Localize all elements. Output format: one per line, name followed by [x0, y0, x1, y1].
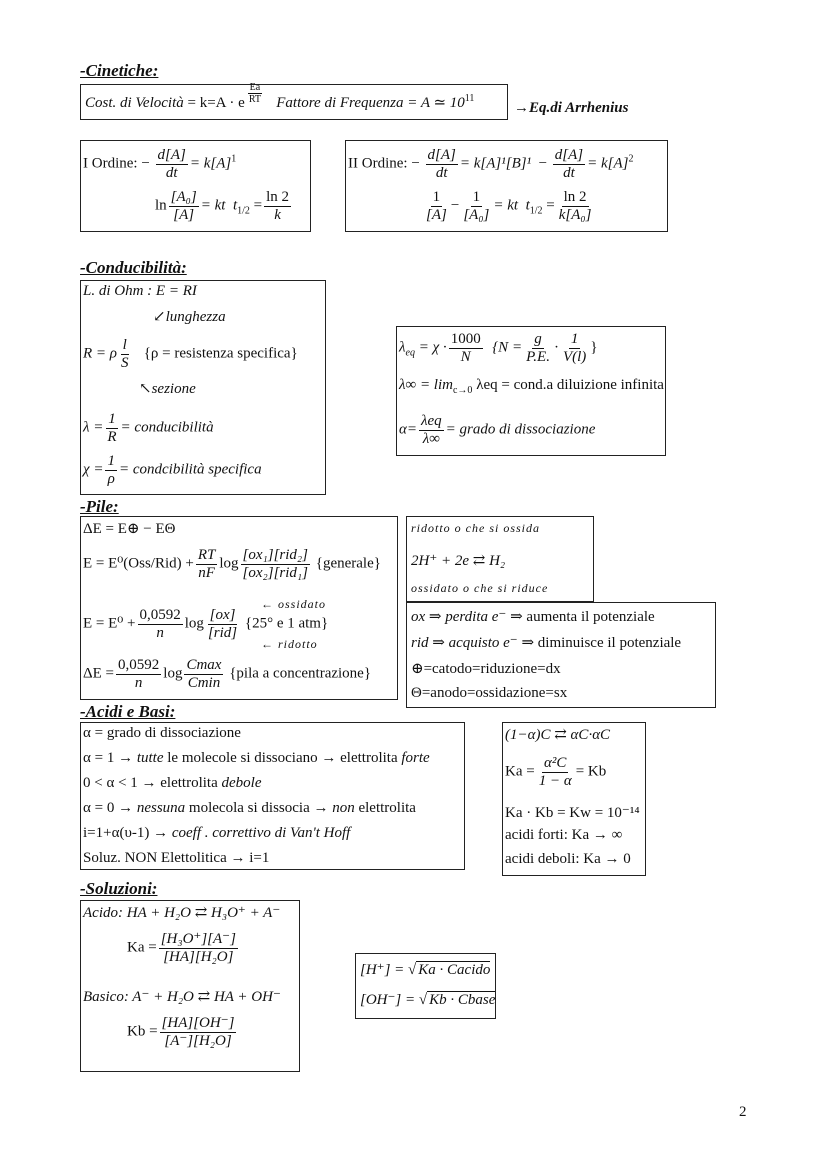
sezione: sezione — [151, 381, 196, 397]
first-den: dt — [165, 164, 178, 181]
acidi-forti: acidi forti: Ka → ∞ — [505, 827, 623, 843]
nf: nF — [198, 564, 215, 581]
one-minus: 1 − α — [538, 772, 572, 789]
n-close: } — [590, 339, 598, 356]
freq-label: Fattore di Frequenza = A ≃ 10 — [276, 94, 465, 111]
chi-desc: = condcibilità specifica — [118, 461, 262, 478]
alpha-desc: = grado di dissociazione — [445, 421, 596, 438]
acidi-l4b: nessuna — [136, 800, 186, 816]
chi-lhs: χ = — [83, 461, 104, 478]
first-num: d[A] — [157, 147, 186, 163]
n-pe: P.E. — [526, 348, 550, 365]
lambda-r: R — [107, 428, 117, 445]
ka-box — [502, 722, 646, 876]
ox-line-b: aumenta il potenziale — [526, 609, 655, 625]
second-order-box: II Ordine: − $\frac{d[A]}{dt}$ = k[A]¹[B]¹ − $\frac{d[A]}{dt}$ = $k[A]^2$ $\frac{1}{[A]}$ − $\frac{1}{\text{[A₀]}}$ = kt $t_{1/2}$ = $\frac{\ln 2}{\text{k[A₀]}}$ — [345, 140, 668, 232]
leq-lhs: λ — [399, 339, 406, 356]
acidi-l2b: tutte — [136, 750, 164, 766]
acidi-l5a: i=1+α(υ-1) → — [83, 825, 169, 841]
first-ln-num: [A₀] — [170, 189, 197, 205]
page-number: 2 — [739, 1104, 747, 1120]
second-den: dt — [435, 164, 448, 181]
rid-line-a: rid ⇒ acquisto e⁻ ⇒ — [411, 635, 535, 651]
exp-num: Ea — [249, 82, 261, 93]
acidi-l4e: elettrolita — [358, 800, 416, 816]
ossidato-label: ← ossidato — [261, 597, 327, 611]
heading-acidi-basi: -Acidi e Basi: — [80, 702, 176, 721]
first-kt: = kt — [200, 197, 226, 214]
sol-ka-den: [HA][H₂O] — [163, 948, 234, 965]
lunghezza: lunghezza — [165, 309, 226, 325]
ka-r1: (1−α)C ⇄ αC·αC — [505, 727, 611, 743]
second-num2: d[A] — [554, 147, 584, 163]
acidi-l2c: le molecole si dissociano → elettrolita — [167, 750, 398, 766]
lambda-desc: = conducibilità — [120, 419, 214, 436]
alpha-num: λeq — [421, 413, 442, 429]
ka-lhs: Ka = — [505, 763, 535, 780]
inv2-den: [A₀] — [463, 206, 490, 223]
potential-box — [406, 602, 716, 708]
acidi-box — [80, 722, 465, 870]
sol-ka: Ka = — [127, 939, 157, 956]
second-half-label: t — [525, 197, 530, 214]
ox-ratio-num: [ox₁][rid₂] — [242, 547, 308, 563]
second-rhs2: = k[A] — [587, 155, 629, 172]
second-rhs1: = k[A]¹[B]¹ — [459, 155, 532, 172]
leq-sub: eq — [405, 347, 415, 359]
heading-soluzioni: -Soluzioni: — [80, 879, 158, 898]
acidi-l4a: α = 0 → — [83, 800, 134, 816]
cmax: Cmax — [186, 657, 222, 673]
catodo: ⊕=catodo=riduzione=dx — [411, 661, 561, 677]
ridotto-label: ← ridotto — [261, 637, 318, 651]
basico-eq: Basico: A⁻ + H₂O ⇄ HA + OH⁻ — [83, 989, 281, 1005]
sol-kb: Kb = — [127, 1023, 158, 1040]
acidi-l6: Soluz. NON Elettolitica → i=1 — [83, 850, 270, 866]
log1: log — [219, 555, 239, 572]
acidi-l2d: forte — [401, 750, 430, 766]
acidi-l1: α = grado di dissociazione — [83, 725, 241, 741]
lambda-lhs: λ = — [83, 419, 104, 436]
oh-rhs: Kb · Cbase — [429, 992, 496, 1008]
ohm-box: L. di Ohm : E = RI ↙lunghezza R = ρ $\frac{l}{S}$ {ρ = resistenza specifica} ↖sezione λ = $\frac{1}{R}$ = conducibilità χ = $\frac{1}{\rho}$ = condcibilità specifica — [80, 280, 326, 495]
h-eq: 2H⁺ + 2e ⇄ H₂ — [411, 553, 506, 569]
first-rhs: = k[A] — [189, 155, 232, 172]
second-half-den: k[A₀] — [558, 206, 592, 223]
pila-conc: {pila a concentrazione} — [229, 665, 372, 682]
k0592: 0,0592 — [139, 607, 181, 623]
oss-riduce: ossidato o che si riduce — [411, 581, 549, 595]
acidi-l5b: coeff . correttivo di Van't Hoff — [171, 825, 351, 841]
sol-ka-num: [H₃O⁺][A⁻] — [160, 931, 236, 947]
n2: n — [134, 674, 143, 691]
second-half-num: ln 2 — [563, 189, 587, 205]
second-kt: = kt — [493, 197, 519, 214]
first-order-label: I Ordine: — [83, 155, 138, 172]
e-std: E = E⁰ + — [83, 615, 136, 632]
rho-desc: {ρ = resistenza specifica} — [143, 345, 298, 362]
e-general: E = E⁰(Oss/Rid) + — [83, 555, 194, 572]
rid-line-b: diminuisce il potenziale — [537, 635, 682, 651]
cost-label: Cost. di Velocità — [85, 94, 184, 111]
n1: n — [156, 624, 164, 641]
anodo: Θ=anodo=ossidazione=sx — [411, 685, 568, 701]
second-num: d[A] — [427, 147, 456, 163]
inv2-num: 1 — [472, 189, 481, 205]
n-vi: V(l) — [562, 348, 587, 365]
a2c: α²C — [544, 755, 567, 771]
second-rhs2-exp: 2 — [628, 153, 634, 165]
r-s: S — [120, 354, 129, 371]
sol-kb-den: [A⁻][H₂O] — [164, 1032, 232, 1049]
leq-n: N — [460, 348, 471, 365]
soluzioni-box — [80, 900, 300, 1072]
alpha-den: λ∞ — [422, 430, 440, 447]
chi-one: 1 — [107, 453, 115, 469]
ox-line-a: ox ⇒ perdita e⁻ ⇒ — [411, 609, 523, 625]
heading-pile: -Pile: — [80, 497, 119, 516]
kb-eq: = Kb — [575, 763, 607, 780]
n-def: {N = — [492, 339, 523, 356]
rid-ossida: ridotto o che si ossida — [411, 521, 541, 535]
chi-rho: ρ — [107, 470, 115, 487]
ox: [ox] — [209, 607, 236, 623]
exp-den: RT — [248, 94, 262, 105]
acidi-l3a: 0 < α < 1 → elettrolita — [83, 775, 218, 791]
lim-sub: c→0 — [452, 385, 473, 396]
r-l: l — [122, 337, 127, 353]
ph-box — [355, 953, 496, 1019]
acidi-l4c: molecola si dissocia → — [188, 800, 329, 816]
acidi-l4d: non — [332, 800, 355, 816]
heading-cinetiche: -Cinetiche: — [80, 61, 159, 80]
oh-lhs: [OH⁻] = √ — [360, 992, 428, 1008]
linf-rhs: λeq = cond.a diluizione infinita — [476, 377, 664, 393]
k0592-2: 0,0592 — [118, 657, 160, 673]
half-num: ln 2 — [266, 189, 290, 205]
acidi-l2a: α = 1 → — [83, 750, 134, 766]
second-order-label: II Ordine: — [348, 155, 408, 172]
acidi-deboli: acidi deboli: Ka → 0 — [505, 851, 631, 867]
leq-mid: = χ · — [418, 339, 447, 356]
ohm-law: L. di Ohm : E = RI — [83, 283, 197, 299]
heading-conducibilita: -Conducibilità: — [80, 258, 187, 277]
alpha-lhs: α= — [399, 421, 417, 438]
delta-e: ΔE = E⊕ − EΘ — [83, 521, 176, 537]
n-g: g — [534, 331, 542, 347]
delta-conc: ΔE = — [83, 665, 115, 682]
lambda-eq-box: $\lambda_{eq} = \chi$ · $\frac{1000}{N}$ {N = $\frac{g}{P.E.}$ · $\frac{1}{V(l)}$ } $\lambda\infty = \lim_{c\to 0} \lambda eq$ = cond.a diluizione infinita α= $\frac{\text{λeq}}{\lambda\infty}$ = grado di dissociazione — [396, 326, 666, 456]
lambda-one: 1 — [108, 411, 116, 427]
leq-1000: 1000 — [450, 331, 481, 347]
half-label: t — [232, 197, 238, 214]
second-den2: dt — [563, 164, 575, 181]
log2: log — [184, 615, 204, 632]
redox-box — [406, 516, 594, 602]
generale: {generale} — [315, 555, 381, 572]
n-one: 1 — [570, 331, 579, 347]
first-rhs-exp: 1 — [231, 153, 237, 165]
cost-formula: = k=A · e — [187, 94, 245, 111]
cmin: Cmin — [187, 674, 221, 691]
first-ln-den: [A] — [173, 206, 195, 223]
h-rhs: Ka · Cacido — [418, 962, 491, 978]
h-lhs: [H⁺] = √ — [360, 962, 417, 978]
arrhenius-box — [80, 84, 508, 120]
r-formula: R = ρ — [83, 345, 117, 362]
half-den: k — [274, 206, 281, 223]
acido-eq: Acido: HA + H₂O ⇄ H₃O⁺ + A⁻ — [83, 905, 281, 921]
kakb: Ka · Kb = Kw = 10⁻¹⁴ — [505, 805, 640, 821]
acidi-l3b: debole — [221, 775, 262, 791]
rid: [rid] — [207, 624, 238, 641]
first-ln: ln — [155, 197, 167, 214]
cond-25: {25° e 1 atm} — [244, 615, 329, 632]
linf: λ∞ = lim — [399, 377, 453, 393]
ox-ratio-den: [ox₂][rid₁] — [242, 564, 308, 581]
sol-kb-num: [HA][OH⁻] — [161, 1015, 235, 1031]
nernst-box — [80, 516, 398, 700]
arrhenius-label: →Eq.di Arrhenius — [514, 100, 629, 116]
freq-exp: 11 — [464, 92, 475, 104]
inv1-den: [A] — [426, 206, 447, 223]
log3: log — [163, 665, 183, 682]
inv1-num: 1 — [432, 189, 441, 205]
half-sub: 1/2 — [237, 205, 250, 217]
rt: RT — [197, 547, 216, 563]
second-half-sub: 1/2 — [529, 205, 543, 217]
first-order-box: I Ordine: − $\frac{d[A]}{dt}$ = $k[A]^1$ ln $\frac{\text{[A₀]}}{[A]}$ = kt $t_{1/2}$ = $\frac{\ln 2}{k}$ — [80, 140, 311, 232]
